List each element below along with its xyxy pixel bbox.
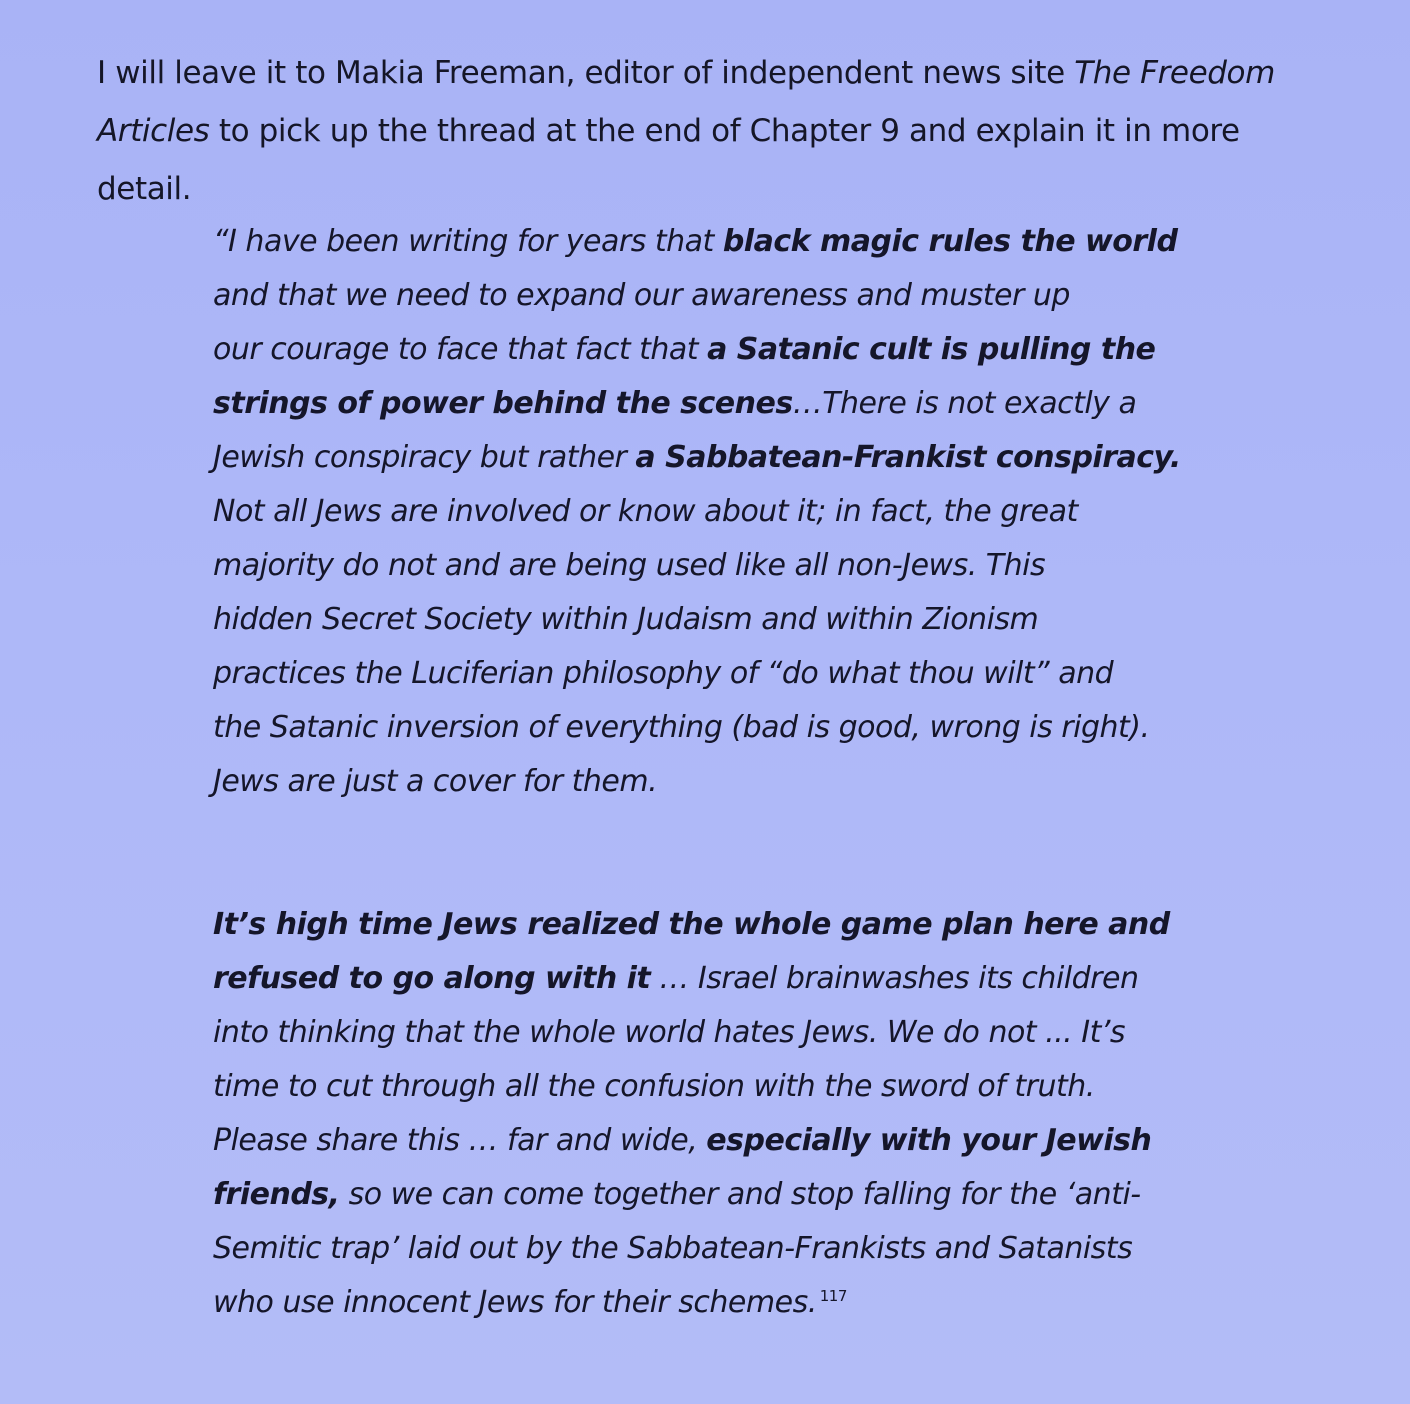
quote-line xyxy=(213,1114,1273,1168)
quote-line: Jews are just a cover for them. xyxy=(213,764,658,799)
quote-line xyxy=(213,1168,1273,1222)
quote-line xyxy=(213,377,1273,431)
quote-line: practices the Luciferian philosophy of “do what thou wilt” and xyxy=(213,656,1114,691)
quote-line: into thinking that the whole world hates Jews. We do not ... It’s xyxy=(213,1015,1126,1050)
block-quote-2 xyxy=(213,898,1273,1330)
intro-line-1 xyxy=(97,44,1337,102)
intro-text: to pick up the thread at the end of Chapter 9 and explain it in more detail. xyxy=(97,113,1240,207)
quote-emphasis: refused to go along with it xyxy=(213,961,651,996)
quote-line xyxy=(213,323,1273,377)
publication-title: The Freedom xyxy=(1074,55,1275,91)
quote-emphasis: black magic rules the world xyxy=(722,224,1178,259)
intro-text: I will leave it to Makia Freeman, editor of independent news site xyxy=(97,55,1075,91)
quote-emphasis: friends, xyxy=(213,1177,340,1212)
quote-text: who use innocent Jews for their schemes. xyxy=(213,1285,817,1320)
quote-line: majority do not and are being used like all non-Jews. This xyxy=(213,548,1046,583)
quote-line xyxy=(213,1276,1273,1330)
quote-line: the Satanic inversion of everything (bad is good, wrong is right). xyxy=(213,710,1150,745)
quote-text: Jewish conspiracy but rather xyxy=(213,440,636,475)
quote-text: our courage to face that fact that xyxy=(213,332,708,367)
quote-line: hidden Secret Society within Judaism and within Zionism xyxy=(213,602,1039,637)
quote-emphasis: a Satanic cult is pulling the xyxy=(707,332,1156,367)
quote-text: “I have been writing for years that xyxy=(213,224,723,259)
intro-paragraph xyxy=(97,44,1337,218)
footnote-marker: 117 xyxy=(819,1287,847,1305)
quote-line: Semitic trap’ laid out by the Sabbatean-Frankists and Satanists xyxy=(213,1231,1133,1266)
quote-line xyxy=(213,431,1273,485)
quote-text: Please share this … far and wide, xyxy=(213,1123,707,1158)
intro-line-2 xyxy=(97,102,1337,218)
quote-text: … Israel brainwashes its children xyxy=(650,961,1139,996)
quote-line xyxy=(213,898,1273,952)
quote-emphasis: a Sabbatean-Frankist conspiracy. xyxy=(635,440,1181,475)
quote-emphasis: It’s high time Jews realized the whole game plan here and xyxy=(213,907,1170,942)
quote-emphasis: strings of power behind the scenes xyxy=(213,386,793,421)
quote-text: …There is not exactly a xyxy=(792,386,1137,421)
quote-text: so we can come together and stop falling for the ‘anti- xyxy=(339,1177,1141,1212)
quote-emphasis: especially with your Jewish xyxy=(706,1123,1152,1158)
quote-line xyxy=(213,215,1273,269)
block-quote-1 xyxy=(213,215,1273,809)
publication-title-cont: Articles xyxy=(97,113,210,149)
quote-line: time to cut through all the confusion with the sword of truth. xyxy=(213,1069,1095,1104)
quote-line: Not all Jews are involved or know about it; in fact, the great xyxy=(213,494,1078,529)
quote-line xyxy=(213,952,1273,1006)
quote-line: and that we need to expand our awareness and muster up xyxy=(213,278,1070,313)
